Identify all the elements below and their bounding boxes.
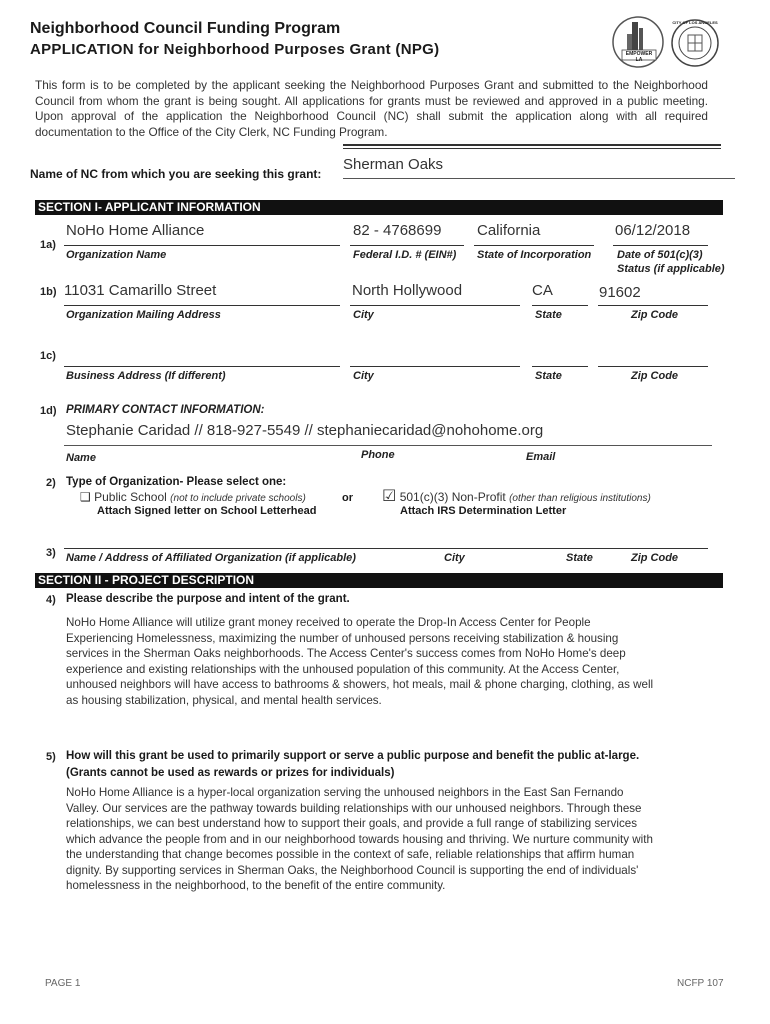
q5-number: 5)	[46, 751, 56, 763]
q5-question-note: (Grants cannot be used as rewards or prizes for individuals)	[66, 767, 395, 779]
business-state-line	[532, 366, 588, 367]
zip-label: Zip Code	[631, 309, 679, 321]
form-id: NCFP 107	[677, 978, 724, 989]
state-value[interactable]: CA	[532, 282, 553, 299]
city-line	[350, 305, 520, 306]
q1d-number: 1d)	[40, 405, 57, 417]
q4-answer-line: experience and existing relationships with the unhoused population of this community. At the Access Center,	[66, 662, 620, 676]
section2-header: SECTION II - PROJECT DESCRIPTION	[35, 573, 723, 588]
org-name-value[interactable]: NoHo Home Alliance	[66, 222, 205, 239]
state-inc-label: State of Incorporation	[477, 249, 592, 261]
divider	[343, 144, 721, 146]
contact-phone-label: Phone	[361, 449, 395, 461]
date-501c3-line	[613, 245, 708, 246]
q1b-number: 1b)	[40, 286, 57, 298]
nonprofit-label: 501(c)(3) Non-Profit	[399, 490, 506, 504]
program-title: Neighborhood Council Funding Program	[30, 20, 341, 37]
city-value[interactable]: North Hollywood	[352, 282, 463, 299]
business-address-label: Business Address (If different)	[66, 370, 226, 382]
q4-answer-line: as housing stabilization, physical, and mental health services.	[66, 693, 382, 707]
nonprofit-instruction: Attach IRS Determination Letter	[400, 505, 567, 517]
state-inc-line	[474, 245, 594, 246]
state-label: State	[535, 309, 562, 321]
state-line	[532, 305, 588, 306]
q4-answer-line: NoHo Home Alliance will utilize grant money received to operate the Drop-In Access Center for People	[66, 616, 591, 629]
q4-question: Please describe the purpose and intent of the grant.	[66, 593, 350, 605]
public-school-checkbox[interactable]: ❑	[80, 490, 91, 504]
nonprofit-checkbox[interactable]: ☑	[382, 488, 397, 505]
form-title: APPLICATION for Neighborhood Purposes Grant (NPG)	[30, 41, 440, 58]
affiliated-zip-label: Zip Code	[631, 552, 679, 564]
empowerla-seal	[610, 14, 666, 70]
q5-answer-line: dignity. By supporting services in Sherman Oaks, the Neighborhood Council is supporting the end of individuals'	[66, 863, 639, 877]
q4-answer-line: unhoused neighbors will have access to bathrooms & showers, hot meals, mail & phone charging, clothing, as well	[66, 678, 654, 691]
business-city-line	[350, 366, 520, 367]
date-501c3-label-2: Status (if applicable)	[617, 263, 725, 275]
state-inc-value[interactable]: California	[477, 222, 541, 239]
public-school-label: Public School	[94, 490, 167, 504]
zip-line	[598, 305, 708, 306]
q4-answer-line: Experiencing Homelessness, maximizing the number of unhoused persons receiving stabilization & housing	[66, 631, 619, 645]
q4-answer-line: services in the Sherman Oaks neighborhoods. The Access Center's success comes from NoHo Home's deep	[66, 647, 626, 660]
org-type-title: Type of Organization- Please select one:	[66, 476, 287, 488]
ein-line	[350, 245, 464, 246]
zip-value[interactable]: 91602	[599, 284, 641, 301]
affiliated-org-label: Name / Address of Affiliated Organization (if applicable)	[66, 552, 356, 564]
mailing-address-value[interactable]: 11031 Camarillo Street	[64, 282, 217, 299]
nonprofit-option[interactable]	[382, 486, 651, 506]
mailing-address-line	[64, 305, 340, 306]
q5-answer-line: homelessness in the neighborhood, to the benefit of the entire community.	[66, 879, 446, 892]
nc-name-value[interactable]: Sherman Oaks	[343, 156, 444, 173]
intro-paragraph: This form is to be completed by the applicant seeking the Neighborhood Purposes Grant and submitted to the Neighborhood Council from whom the grant is being sought. All applications for grants must be reviewed and approved in a public meeting. Upon approval of the application the Neighborhood Council (NC) shall submit the application along with all required documentation to the Office of the City Clerk, NC Funding Program.	[35, 78, 708, 139]
q3-number: 3)	[46, 547, 56, 559]
seal-left-text: EMPOWER LA	[625, 51, 653, 63]
q5-answer-line: the understanding that change becomes possible in the context of safe, reliable relationships that affirm human	[66, 848, 635, 861]
section1-header: SECTION I- APPLICANT INFORMATION	[35, 200, 723, 215]
q5-answer-line: NoHo Home Alliance is a hyper-local organization serving the unhoused neighbors in the East San Fernando	[66, 786, 624, 799]
business-city-label: City	[353, 370, 374, 382]
date-501c3-label: Date of 501(c)(3)	[617, 249, 703, 261]
q5-question: How will this grant be used to primarily support or serve a public purpose and benefit the public at-large.	[66, 750, 640, 762]
business-state-label: State	[535, 370, 562, 382]
affiliated-state-label: State	[566, 552, 593, 564]
q4-answer[interactable]	[66, 615, 716, 708]
public-school-instruction: Attach Signed letter on School Letterhead	[97, 505, 317, 517]
city-label: City	[353, 309, 374, 321]
page-number: PAGE 1	[45, 978, 81, 989]
affiliated-city-label: City	[444, 552, 465, 564]
contact-email-label: Email	[526, 451, 556, 463]
q5-answer[interactable]	[66, 785, 716, 894]
public-school-option[interactable]	[80, 490, 306, 504]
affiliated-org-line	[64, 548, 708, 549]
city-seal	[670, 18, 720, 68]
q5-answer-line: relationships, we can best understand how to support their goals, and provide a full range of stabilizing services	[66, 817, 637, 830]
nonprofit-note: (other than religious institutions)	[509, 493, 651, 504]
ein-label: Federal I.D. # (EIN#)	[353, 249, 457, 261]
q1c-number: 1c)	[40, 350, 56, 362]
divider	[343, 148, 721, 149]
mailing-address-label: Organization Mailing Address	[66, 309, 221, 321]
business-zip-line	[598, 366, 708, 367]
org-name-line	[64, 245, 340, 246]
nc-underline	[343, 178, 735, 179]
public-school-note: (not to include private schools)	[170, 493, 306, 504]
primary-contact-line	[64, 445, 712, 446]
business-address-line	[64, 366, 340, 367]
contact-name-label: Name	[66, 452, 96, 464]
seal-right-text: CITY OF LOS ANGELES	[672, 20, 718, 25]
business-zip-label: Zip Code	[631, 370, 679, 382]
primary-contact-value[interactable]: Stephanie Caridad // 818-927-5549 // stephaniecaridad@nohohome.org	[66, 422, 544, 439]
q2-number: 2)	[46, 477, 56, 489]
org-name-label: Organization Name	[66, 249, 167, 261]
q5-answer-line: which advance the people from and in our neighborhood towards housing and thriving. We nurture community with	[66, 832, 653, 846]
or-label: or	[342, 492, 353, 504]
primary-contact-title: PRIMARY CONTACT INFORMATION:	[66, 404, 265, 416]
date-501c3-value[interactable]: 06/12/2018	[615, 222, 691, 239]
q5-answer-line: Valley. Our services are the pathway towards building relationships with our unhoused neighbors. Through these	[66, 801, 642, 815]
ein-value[interactable]: 82 - 4768699	[353, 222, 442, 239]
nc-label: Name of NC from which you are seeking this grant:	[30, 167, 322, 181]
q4-number: 4)	[46, 594, 56, 606]
q1a-number: 1a)	[40, 239, 56, 251]
